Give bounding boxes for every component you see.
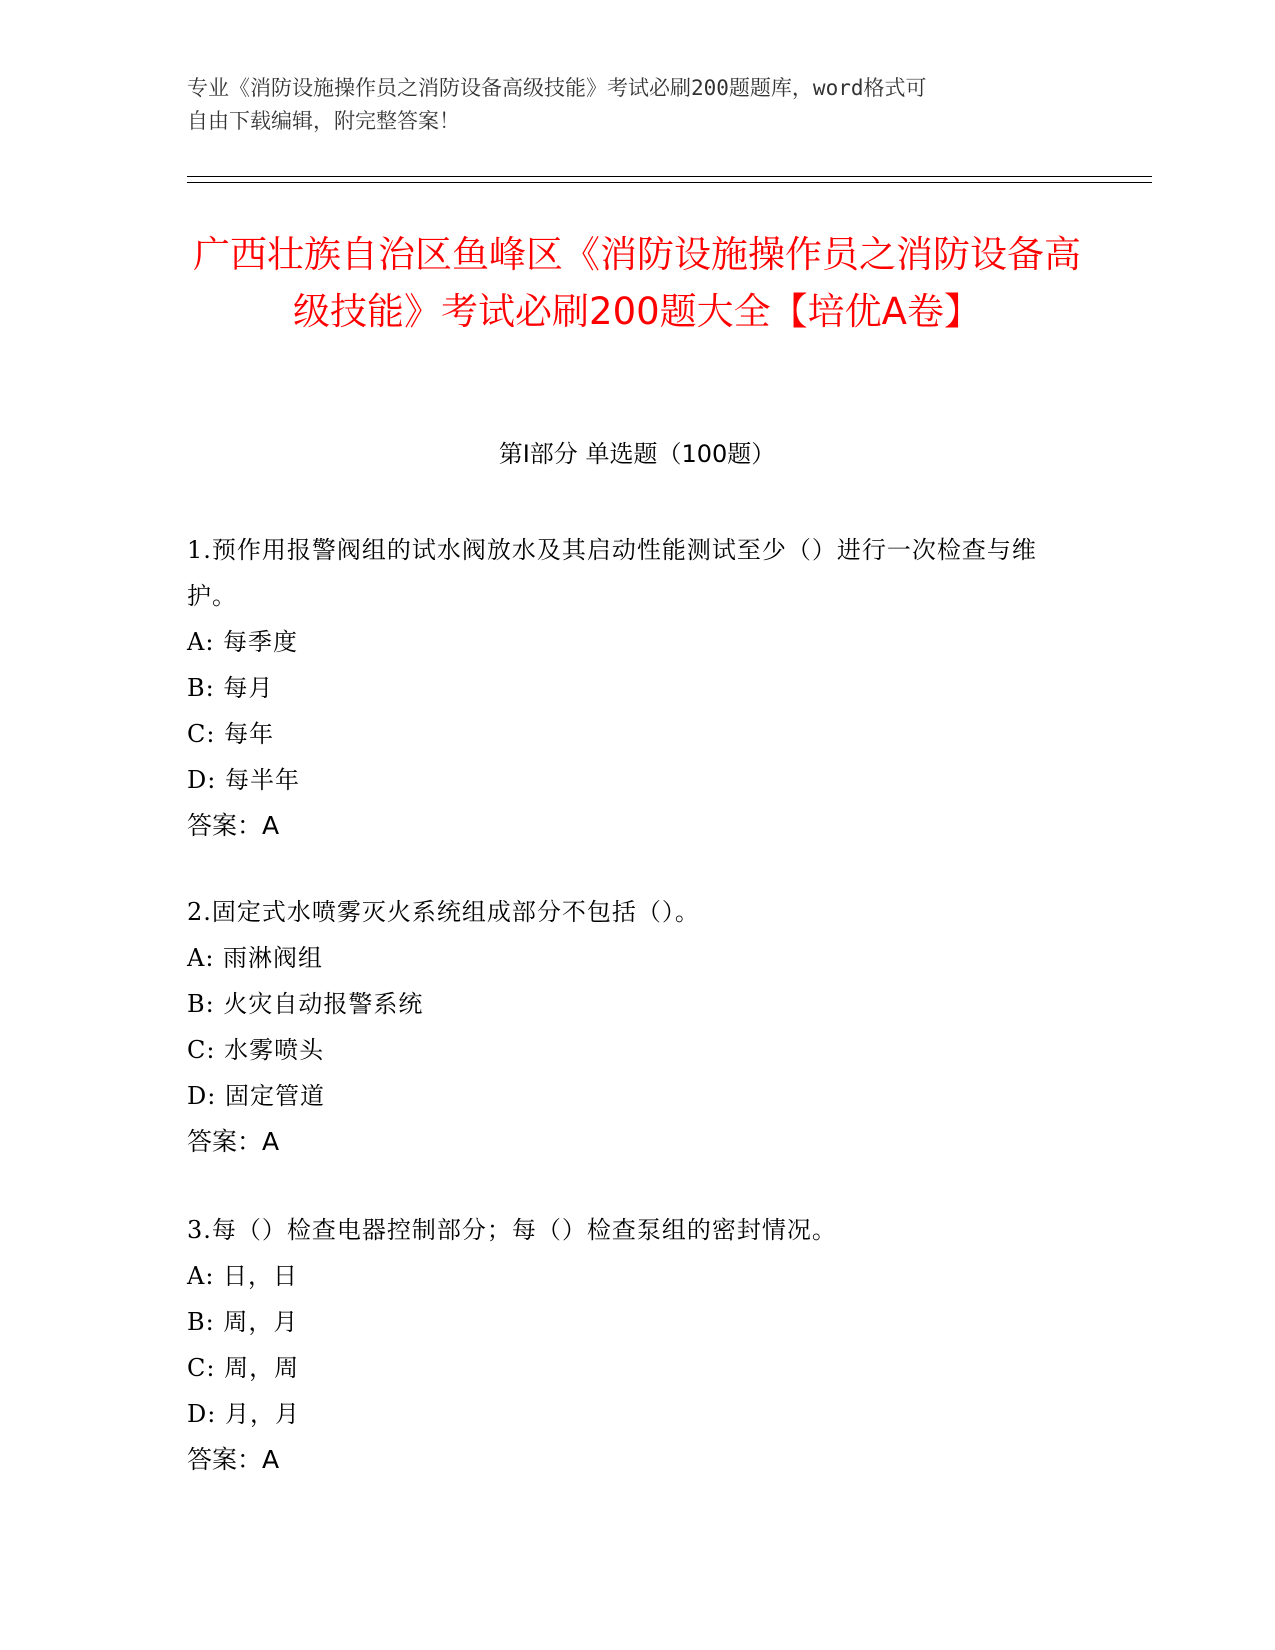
option-b: B: 每月 xyxy=(187,674,274,702)
question-3 xyxy=(187,1207,1067,1483)
document-title: 广西壮族自治区鱼峰区《消防设施操作员之消防设备高级技能》考试必刷200题大全【培优A卷】 xyxy=(193,233,1081,333)
option-a: A: 每季度 xyxy=(187,628,299,656)
answer: 答案：A xyxy=(187,1127,280,1156)
section-title: 第I部分 单选题（100题） xyxy=(498,440,776,468)
question-stem: 3.每（）检查电器控制部分；每（）检查泵组的密封情况。 xyxy=(187,1216,837,1244)
option-c: C: 周，周 xyxy=(187,1354,300,1382)
option-d: D: 每半年 xyxy=(187,766,300,794)
header-divider xyxy=(187,176,1152,183)
option-a: A: 日，日 xyxy=(187,1262,299,1290)
option-d: D: 固定管道 xyxy=(187,1082,325,1110)
header-note xyxy=(187,72,1087,138)
question-stem: 1.预作用报警阀组的试水阀放水及其启动性能测试至少（）进行一次检查与维护。 xyxy=(187,536,1037,610)
question-stem: 2.固定式水喷雾灭火系统组成部分不包括（）。 xyxy=(187,898,700,926)
option-b: B: 火灾自动报警系统 xyxy=(187,990,424,1018)
answer: 答案：A xyxy=(187,811,280,840)
header-note-line-2: 自由下载编辑，附完整答案！ xyxy=(187,109,460,133)
header-note-line-1: 专业《消防设施操作员之消防设备高级技能》考试必刷200题题库，word格式可 xyxy=(187,76,927,100)
option-c: C: 水雾喷头 xyxy=(187,1036,325,1064)
option-d: D: 月，月 xyxy=(187,1400,300,1428)
question-2 xyxy=(187,889,1067,1165)
answer: 答案：A xyxy=(187,1445,280,1474)
option-a: A: 雨淋阀组 xyxy=(187,944,324,972)
option-c: C: 每年 xyxy=(187,720,275,748)
question-1 xyxy=(187,527,1067,849)
option-b: B: 周，月 xyxy=(187,1308,299,1336)
